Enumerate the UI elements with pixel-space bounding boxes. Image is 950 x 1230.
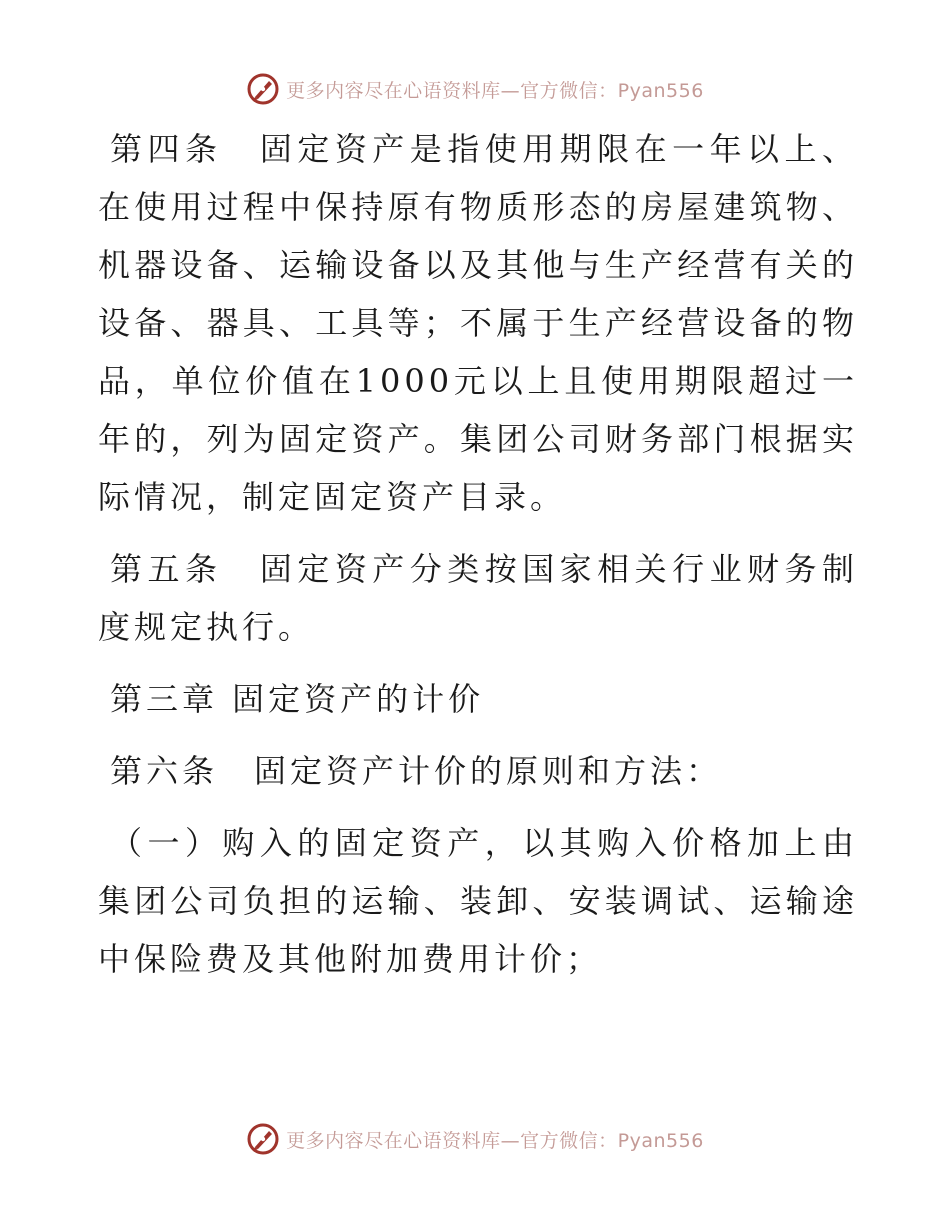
watermark-header	[0, 72, 950, 106]
article-5-paragraph: 第五条 固定资产分类按国家相关行业财务制度规定执行。	[98, 550, 858, 646]
document-body	[98, 120, 858, 988]
watermark-text: 更多内容尽在心语资料库—官方微信：Pyan556	[286, 79, 704, 102]
article-6-paragraph: 第六条 固定资产计价的原则和方法：	[110, 752, 723, 790]
chapter-3-heading: 第三章 固定资产的计价	[110, 680, 485, 718]
item-1-paragraph: （一）购入的固定资产，以其购入价格加上由集团公司负担的运输、装卸、安装调试、运输途中保险费及其他附加费用计价；	[98, 824, 858, 978]
pen-circle-logo-icon	[246, 1122, 280, 1156]
article-4-paragraph: 第四条 固定资产是指使用期限在一年以上、在使用过程中保持原有物质形态的房屋建筑物、机器设备、运输设备以及其他与生产经营有关的设备、器具、工具等；不属于生产经营设备的物品，单位价值在1000元以上且使用期限超过一年的，列为固定资产。集团公司财务部门根据实际情况，制定固定资产目录。	[98, 130, 858, 516]
pen-circle-logo-icon	[246, 72, 280, 106]
watermark-text: 更多内容尽在心语资料库—官方微信：Pyan556	[286, 1129, 704, 1152]
watermark-footer	[0, 1122, 950, 1156]
